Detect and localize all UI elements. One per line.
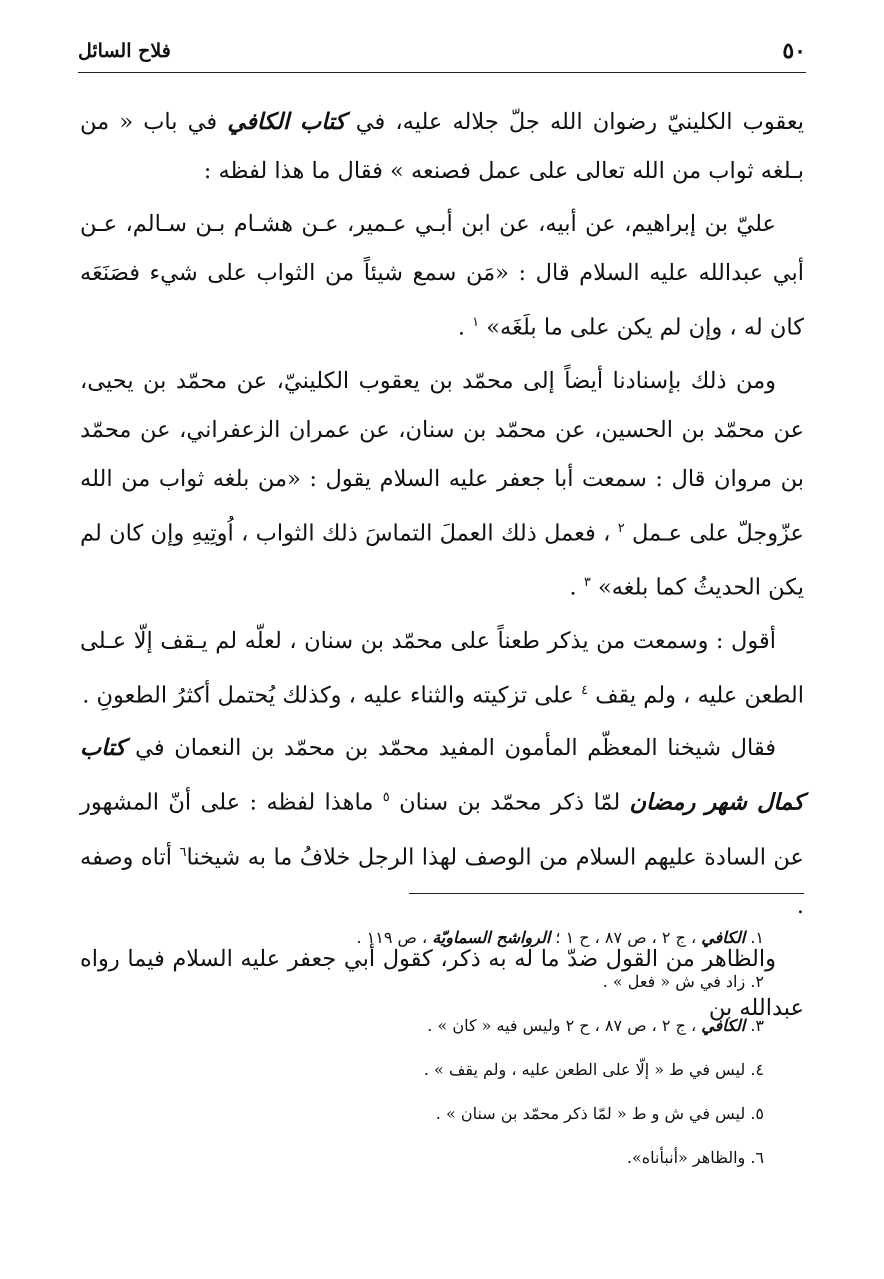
text-run: ٤. ليس في ط « إلّا على الطعن عليه ، ولم يقف » . [423,1060,764,1079]
footnote [80,1004,804,1048]
text-run: ، ص ١١٩ . [356,928,433,947]
paragraph [80,617,804,721]
text-run: يعقوب الكلينيّ رضوان الله جلّ جلاله عليه، في [345,109,804,135]
book-title-ref: كتاب كمال شهر رمضان [80,735,804,816]
text-run: والظاهر من القول ضدّ ما له به ذكر، كقول أبي جعفر عليه السلام فيما رواه عبدالله بن [80,946,804,1021]
text-run: ، ج ٢ ، ص ٨٧ ، ح ١ ؛ [550,928,702,947]
text-run: ، فعمل ذلك العملَ التماسَ ذلك الثواب ، اُوتِيهِ وإن كان لم يكن الحديثُ كما بلغه» [80,520,804,601]
text-run: لمّا ذكر محمّد بن سنان [389,789,630,816]
text-run: أتاه وصفه . [80,844,804,919]
text-run: ٢. زاد في ش « فعل » . [602,972,764,991]
text-run: ، ج ٢ ، ص ٨٧ ، ح ٢ وليس فيه « كان » . [427,1016,702,1035]
text-run: في باب « من بـلغه ثواب من الله تعالى على عمل فصنعه » فقال ما هذا لفظه : [80,109,804,184]
book-title-ref: كتاب الكافي [227,109,346,135]
text-run: ومن ذلك بإسنادنا أيضاً إلى محمّد بن يعقوب الكلينيّ، عن محمّد بن يحيى، عن محمّد بن الحسين، عن محمّد بن سنان، عن عمران الزعفراني، عن محمّد بن مروان قال : سمعت أبا جعفر عليه السلام يقول : «من بلغه ثواب من الله عزّوجلّ على عـمل [80,367,804,546]
footnote-divider [409,893,804,894]
text-run: . [457,314,473,341]
footnote [80,1136,804,1180]
text-run: عليّ بن إبراهيم، عن أبيه، عن ابن أبـي عـمير، عـن هشـام بـن سـالم، عـن أبي عبدالله عليه السلام قال : «مَن سمع شيئاً من الثواب على شيء فصَنَعَه كان له ، وإن لم يكن على ما بلَغَه» [80,211,804,341]
footnote [80,1048,804,1092]
footnote-ref: ٤ [581,682,589,698]
book-title-ref: الكافي [701,928,746,947]
text-run: ٣. [745,1016,764,1035]
page-header [78,30,806,73]
text-run: . [569,574,584,601]
footnote [80,916,804,960]
book-title-ref: الكافي [701,1016,746,1035]
paragraph [80,724,804,931]
footnote [80,1092,804,1136]
footnote-ref: ١ [472,315,480,330]
text-run: ماهذا لفظه : على أنّ المشهور عن السادة عليهم السلام من الوصف لهذا الرجل خلافُ ما به شيخنا [80,789,804,870]
footnote-ref: ٣ [583,575,591,590]
running-title: فلاح السائل [78,40,171,62]
book-title-ref: الرواشح السماويّة [432,928,551,947]
text-run: فقال شيخنا المعظّم المأمون المفيد محمّد بن محمّد بن النعمان في [125,735,776,761]
paragraph [80,98,804,196]
main-text [80,98,804,1037]
footnotes [80,916,804,1180]
paragraph [80,200,804,353]
text-run: على تزكيته والثناء عليه ، وكذلك يُحتمل أكثرُ الطعونِ . [82,682,582,708]
footnote-ref: ٢ [617,520,625,536]
text-run: ٦. والظاهر «أنبأناه». [626,1148,764,1167]
page-number: ٥٠ [782,38,806,64]
footnote-ref: ٦ [179,844,187,860]
text-run: ٥. ليس في ش و ط « لمّا ذكر محمّد بن سنان » . [435,1104,764,1123]
footnote-ref: ٥ [382,790,390,805]
paragraph [80,357,804,613]
text-run: أقول : وسمعت من يذكر طعناً على محمّد بن سنان ، لعلّه لم يـقف إلّا عـلى الطعن عليه ، ولم يقف [80,627,804,708]
footnote [80,960,804,1004]
text-run: ١. [745,928,764,947]
